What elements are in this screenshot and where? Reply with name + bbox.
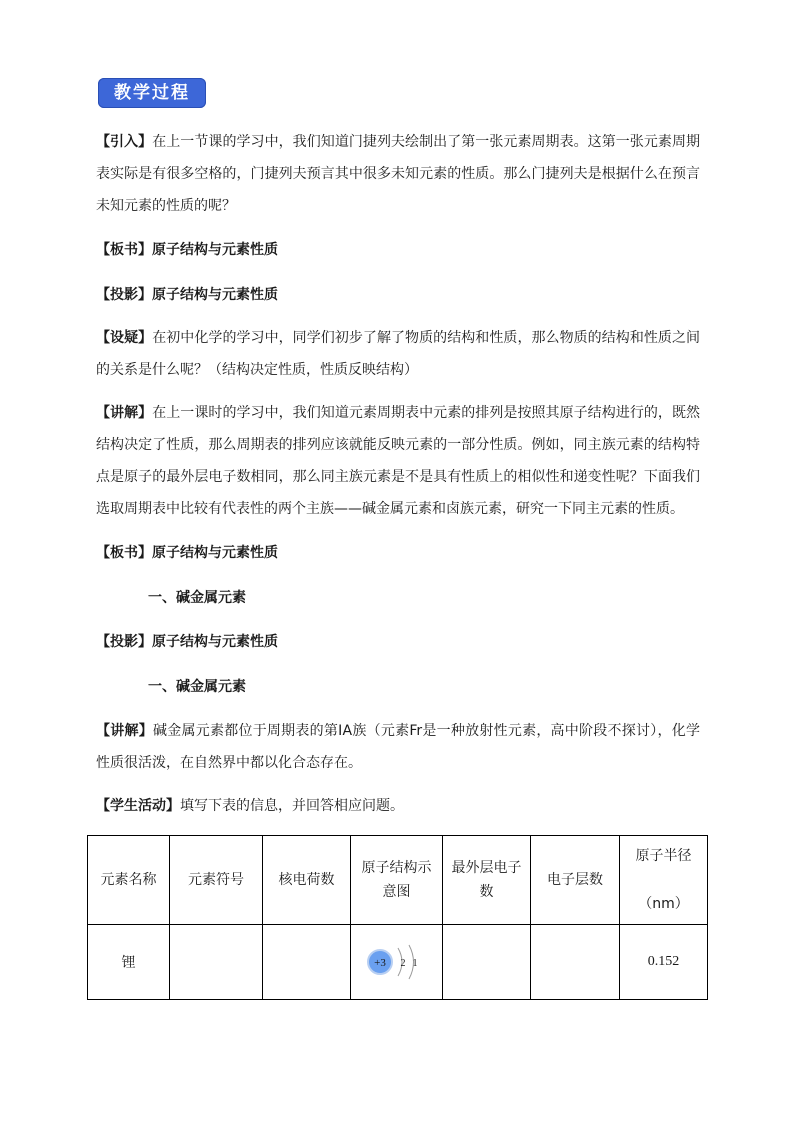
lecture2-text: 碱金属元素都位于周期表的第ⅠA族（元素Fr是一种放射性元素，高中阶段不探讨），化学性质很活泼，在自然界中都以化合态存在。 (96, 723, 701, 771)
intro-text: 在上一节课的学习中，我们知道门捷列夫绘制出了第一张元素周期表。这第一张元素周期表实际是有很多空格的，门捷列夫预言其中很多未知元素的性质。那么门捷列夫是根据什么在预言未知元素的性质的呢？ (96, 134, 701, 214)
intro-paragraph (96, 126, 700, 222)
table-header-row (88, 836, 708, 925)
lecture1-text: 在上一课时的学习中，我们知道元素周期表中元素的排列是按照其原子结构进行的，既然结构决定了性质，那么周期表的排列应该就能反映元素的一部分性质。例如，同主族元素的结构特点是原子的最外层电子数相同，那么同主族元素是不是具有性质上的相似性和递变性呢？下面我们选取周期表中比较有代表性的两个主族——碱金属元素和卤族元素，研究一下同主元素的性质。 (96, 405, 701, 517)
header-outer-electrons-line2: 数 (479, 884, 494, 900)
lecture-paragraph-2 (96, 715, 700, 779)
activity-text: 填写下表的信息，并回答相应问题。 (180, 798, 404, 814)
question-text: 在初中化学的学习中，同学们初步了解了物质的结构和性质，那么物质的结构和性质之间的关系是什么呢？（结构决定性质，性质反映结构） (96, 330, 701, 378)
board-line-2: 【板书】原子结构与元素性质 (96, 545, 278, 561)
cell-element-name: 锂 (88, 925, 170, 1000)
question-tag: 【设疑】 (96, 330, 153, 346)
lecture-paragraph-1 (96, 397, 700, 525)
shell-2-electron-count: 1 (412, 958, 417, 969)
header-atomic-radius-line1: 原子半径 (635, 848, 692, 864)
cell-atomic-radius: 0.152 (620, 925, 708, 1000)
projection-line-2: 【投影】原子结构与元素性质 (96, 634, 278, 650)
cell-element-symbol[interactable] (170, 925, 263, 1000)
activity-paragraph (96, 790, 700, 822)
header-atomic-structure-line2: 意图 (382, 884, 411, 900)
header-nuclear-charge: 核电荷数 (263, 836, 351, 925)
cell-atomic-structure (351, 925, 443, 1000)
header-atomic-structure (351, 836, 443, 925)
intro-tag: 【引入】 (96, 134, 153, 150)
header-atomic-structure-line1: 原子结构示 (361, 860, 432, 876)
subheading-alkali-2: 一、碱金属元素 (148, 679, 246, 695)
subheading-alkali-1: 一、碱金属元素 (148, 590, 246, 606)
table-row (88, 925, 708, 1000)
section-badge: 教学过程 (98, 78, 206, 108)
question-paragraph (96, 322, 700, 386)
cell-outer-electrons[interactable] (443, 925, 531, 1000)
projection-line-1: 【投影】原子结构与元素性质 (96, 287, 278, 303)
header-element-name: 元素名称 (88, 836, 170, 925)
header-outer-electrons-line1: 最外层电子 (451, 860, 522, 876)
header-atomic-radius-line2: （nm） (638, 896, 689, 912)
header-electron-layers: 电子层数 (531, 836, 620, 925)
lecture1-tag: 【讲解】 (96, 405, 153, 421)
header-atomic-radius (620, 836, 708, 925)
header-element-symbol: 元素符号 (170, 836, 263, 925)
lecture2-tag: 【讲解】 (96, 723, 153, 739)
board-line-1: 【板书】原子结构与元素性质 (96, 242, 278, 258)
alkali-info-table (87, 835, 708, 1000)
nucleus-charge-label: +3 (373, 957, 386, 969)
cell-nuclear-charge[interactable] (263, 925, 351, 1000)
shell-1-electron-count: 2 (400, 958, 405, 969)
cell-electron-layers[interactable] (531, 925, 620, 1000)
activity-tag: 【学生活动】 (96, 798, 180, 814)
lithium-atom-diagram (364, 939, 430, 985)
header-outer-electrons (443, 836, 531, 925)
